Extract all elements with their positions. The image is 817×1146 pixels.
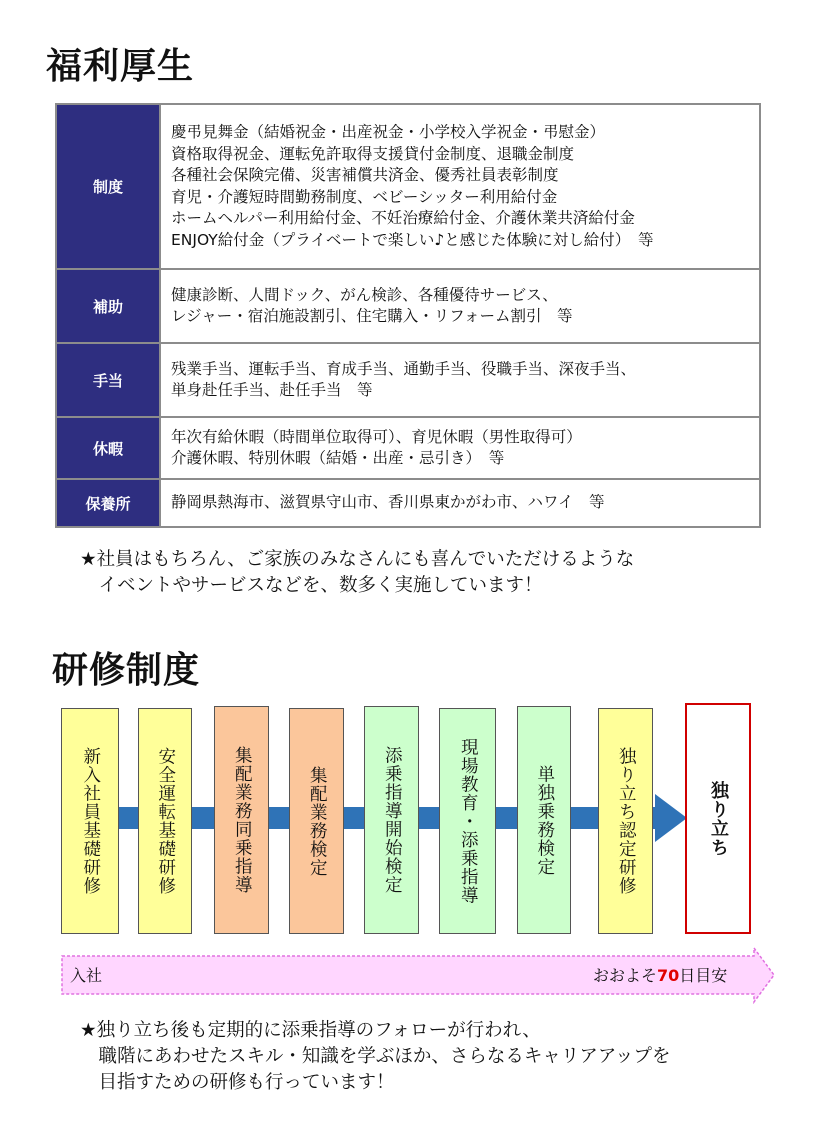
content-cell xyxy=(160,269,760,343)
content-line: 単身赴任手当、赴任手当 等 xyxy=(171,381,373,399)
table-row xyxy=(56,417,760,479)
content-line: レジャー・宿泊施設割引、住宅購入・リフォーム割引 等 xyxy=(171,307,573,325)
training-step xyxy=(364,706,419,934)
step-label: 現場教育・添乗指導 xyxy=(458,737,479,905)
training-step xyxy=(214,706,269,934)
training-step xyxy=(61,708,119,934)
note-line: 目指すための研修も行っています！ xyxy=(80,1072,395,1093)
step-label: 集配業務同乗指導 xyxy=(232,746,253,894)
training-step-final xyxy=(685,703,751,934)
step-label: 集配業務検定 xyxy=(307,765,328,877)
training-step xyxy=(289,708,344,934)
content-line: ホームヘルパー利用給付金、不妊治療給付金、介護休業共済給付金 xyxy=(171,209,635,227)
table-row xyxy=(56,269,760,343)
category-cell: 手当 xyxy=(56,343,160,417)
step-label: 安全運転基礎研修 xyxy=(155,747,176,895)
training-step xyxy=(138,708,192,934)
step-label: 単独乗務検定 xyxy=(534,764,555,876)
welfare-title: 福利厚生 xyxy=(46,46,195,87)
content-line: 資格取得祝金、運転免許取得支援貸付金制度、退職金制度 xyxy=(171,144,575,163)
content-cell xyxy=(160,479,760,527)
content-cell xyxy=(160,104,760,269)
note-line: ★社員はもちろん、ご家族のみなさんにも喜んでいただけるような xyxy=(80,549,635,570)
timeline-end-prefix: おおよそ xyxy=(593,966,658,985)
content-line: 育児・介護短時間勤務制度、ベビーシッター利用給付金 xyxy=(171,187,558,206)
content-line: 介護休暇、特別休暇（結婚・出産・忌引き） 等 xyxy=(171,449,505,467)
timeline-end-suffix: 日目安 xyxy=(679,966,728,985)
welfare-note xyxy=(80,547,634,599)
step-label: 新入社員基礎研修 xyxy=(80,747,101,895)
note-line: ★独り立ち後も定期的に添乗指導のフォローが行われ、 xyxy=(80,1020,541,1041)
table-row xyxy=(56,104,760,269)
category-cell: 休暇 xyxy=(56,417,160,479)
note-line: イベントやサービスなどを、数多く実施しています！ xyxy=(80,575,543,596)
content-line: 各種社会保険完備、災害補償共済金、優秀社員表彰制度 xyxy=(171,166,559,184)
note-line: 職階にあわせたスキル・知識を学ぶほか、さらなるキャリアアップを xyxy=(80,1046,671,1067)
training-step xyxy=(517,706,571,934)
content-line: 慶弔見舞金（結婚祝金・出産祝金・小学校入学祝金・弔慰金） xyxy=(171,123,606,141)
timeline-days-number: 70 xyxy=(657,966,680,985)
category-cell: 補助 xyxy=(56,269,160,343)
category-cell: 制度 xyxy=(56,104,160,269)
welfare-table xyxy=(55,103,761,528)
content-line: 年次有給休暇（時間単位取得可）、育児休暇（男性取得可） xyxy=(171,427,582,446)
training-step xyxy=(598,708,653,934)
table-row xyxy=(56,479,760,527)
category-cell: 保養所 xyxy=(56,479,160,527)
content-line: 健康診断、人間ドック、がん検診、各種優待サービス、 xyxy=(171,285,558,304)
table-row xyxy=(56,343,760,417)
training-title: 研修制度 xyxy=(52,650,201,691)
flow-arrow-head xyxy=(655,794,687,842)
step-label: 独り立ち認定研修 xyxy=(616,747,637,895)
content-cell xyxy=(160,343,760,417)
training-step xyxy=(439,708,496,934)
content-line: 静岡県熱海市、滋賀県守山市、香川県東かがわ市、ハワイ 等 xyxy=(171,493,605,512)
timeline-start-label: 入社 xyxy=(70,966,103,985)
training-note xyxy=(80,1018,671,1096)
content-line: ENJOY給付金（プライベートで楽しい♪と感じた体験に対し給付） 等 xyxy=(171,230,654,249)
content-line: 残業手当、運転手当、育成手当、通勤手当、役職手当、深夜手当、 xyxy=(171,359,637,378)
step-label: 添乗指導開始検定 xyxy=(382,746,403,894)
step-label: 独り立ち xyxy=(708,780,729,857)
content-cell xyxy=(160,417,760,479)
timeline-end-label xyxy=(593,963,727,986)
